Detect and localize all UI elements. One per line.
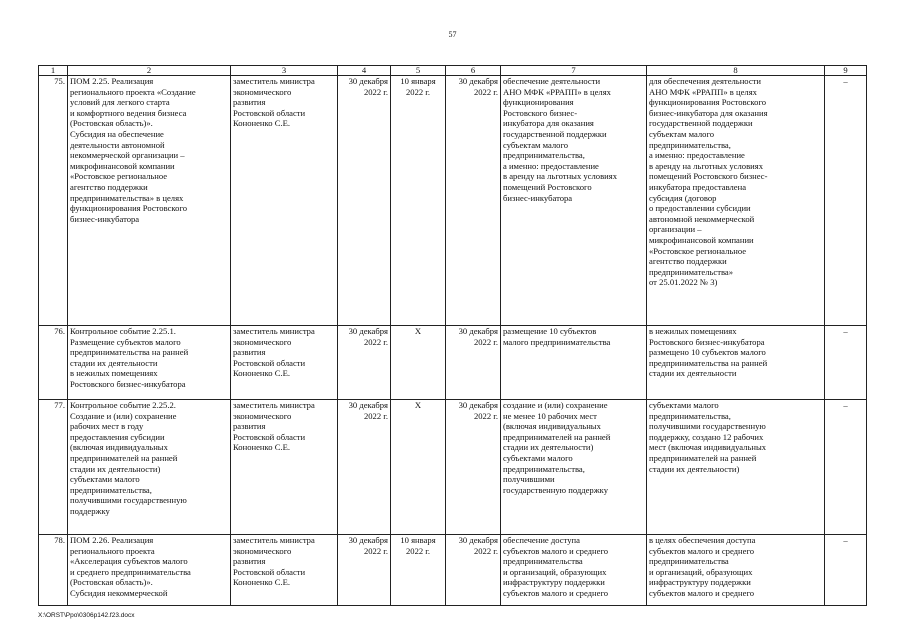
expected-result: обеспечение деятельности АНО МФК «РРАПП» в целях функционирования Ростовского бизнес- инкубатора для оказания государственной поддержки субъектам малого предпринимательства, а именно: предоставление в аренду на льготных условиях помещений Ростовского бизнес-инкубатора [501, 76, 647, 326]
col-header-3: 3 [231, 66, 338, 76]
event-name: Контрольное событие 2.25.2. Создание и (или) сохранение рабочих мест в году предоставления субсидии (включая индивидуальных предпринимателей на ранней стадии их деятельности) субъектами малого предпринимательства, получившими государственную поддержку [68, 400, 231, 535]
start-date: Х [391, 326, 446, 400]
row-number: 76. [39, 326, 68, 400]
col-header-8: 8 [647, 66, 825, 76]
responsible-person: заместитель министра экономического развития Ростовской области Кононенко С.Е. [231, 400, 338, 535]
col-header-7: 7 [501, 66, 647, 76]
report-table [38, 65, 867, 606]
note: – [825, 326, 867, 400]
actual-result: для обеспечения деятельности АНО МФК «РРАПП» в целях функционирования Ростовского бизнес-инкубатора для оказания государственной поддержки субъектам малого предпринимательства, а именно: предоставление в аренду на льготных условиях помещений Ростовского бизнес- инкубатора предоставлена субсидия (договор о предоставлении субсидии автономной некоммерческой организации – микрофинансовой компании «Ростовское региональное агентство поддержки предпринимательства» от 25.01.2022 № 3) [647, 76, 825, 326]
planned-date: 30 декабря 2022 г. [338, 535, 391, 606]
col-header-6: 6 [446, 66, 501, 76]
planned-date: 30 декабря 2022 г. [338, 400, 391, 535]
start-date: 10 января 2022 г. [391, 535, 446, 606]
col-header-4: 4 [338, 66, 391, 76]
end-date: 30 декабря 2022 г. [446, 326, 501, 400]
event-name: ПОМ 2.25. Реализация регионального проекта «Создание условий для легкого старта и комфортного ведения бизнеса (Ростовская область)». Субсидия на обеспечение деятельности автономной некоммерческой организации – микрофинансовой компании «Ростовское региональное агентство поддержки предпринимательства» в целях функционирования Ростовского бизнес-инкубатора [68, 76, 231, 326]
note: – [825, 400, 867, 535]
row-number: 78. [39, 535, 68, 606]
end-date: 30 декабря 2022 г. [446, 76, 501, 326]
responsible-person: заместитель министра экономического развития Ростовской области Кононенко С.Е. [231, 326, 338, 400]
end-date: 30 декабря 2022 г. [446, 400, 501, 535]
planned-date: 30 декабря 2022 г. [338, 76, 391, 326]
event-name: ПОМ 2.26. Реализация регионального проекта «Акселерация субъектов малого и среднего предпринимательства (Ростовская область)». Субсидия некоммерческой [68, 535, 231, 606]
col-header-2: 2 [68, 66, 231, 76]
file-path-footer: X:\ORST\Ppo\0306p142.f23.docx [38, 612, 135, 619]
page-number: 57 [448, 30, 457, 39]
table-row [39, 400, 867, 535]
table-row [39, 76, 867, 326]
actual-result: субъектами малого предпринимательства, получившими государственную поддержку, создано 12 рабочих мест (включая индивидуальных предпринимателей на ранней стадии их деятельности) [647, 400, 825, 535]
actual-result: в нежилых помещениях Ростовского бизнес-инкубатора размещено 10 субъектов малого предпринимательства на ранней стадии их деятельности [647, 326, 825, 400]
responsible-person: заместитель министра экономического развития Ростовской области Кононенко С.Е. [231, 535, 338, 606]
row-number: 77. [39, 400, 68, 535]
responsible-person: заместитель министра экономического развития Ростовской области Кононенко С.Е. [231, 76, 338, 326]
start-date: Х [391, 400, 446, 535]
note: – [825, 535, 867, 606]
column-number-row [39, 66, 867, 76]
expected-result: создание и (или) сохранение не менее 10 рабочих мест (включая индивидуальных предпринимателей на ранней стадии их деятельности) субъектами малого предпринимательства, получившими государственную поддержку [501, 400, 647, 535]
end-date: 30 декабря 2022 г. [446, 535, 501, 606]
row-number: 75. [39, 76, 68, 326]
event-name: Контрольное событие 2.25.1. Размещение субъектов малого предпринимательства на ранней стадии их деятельности в нежилых помещениях Ростовского бизнес-инкубатора [68, 326, 231, 400]
expected-result: обеспечение доступа субъектов малого и среднего предпринимательства и организаций, образующих инфраструктуру поддержки субъектов малого и среднего [501, 535, 647, 606]
start-date: 10 января 2022 г. [391, 76, 446, 326]
planned-date: 30 декабря 2022 г. [338, 326, 391, 400]
table-row [39, 326, 867, 400]
table-row [39, 535, 867, 606]
expected-result: размещение 10 субъектов малого предпринимательства [501, 326, 647, 400]
col-header-1: 1 [39, 66, 68, 76]
col-header-5: 5 [391, 66, 446, 76]
note: – [825, 76, 867, 326]
actual-result: в целях обеспечения доступа субъектов малого и среднего предпринимательства и организаций, образующих инфраструктуру поддержки субъектов малого и среднего [647, 535, 825, 606]
col-header-9: 9 [825, 66, 867, 76]
